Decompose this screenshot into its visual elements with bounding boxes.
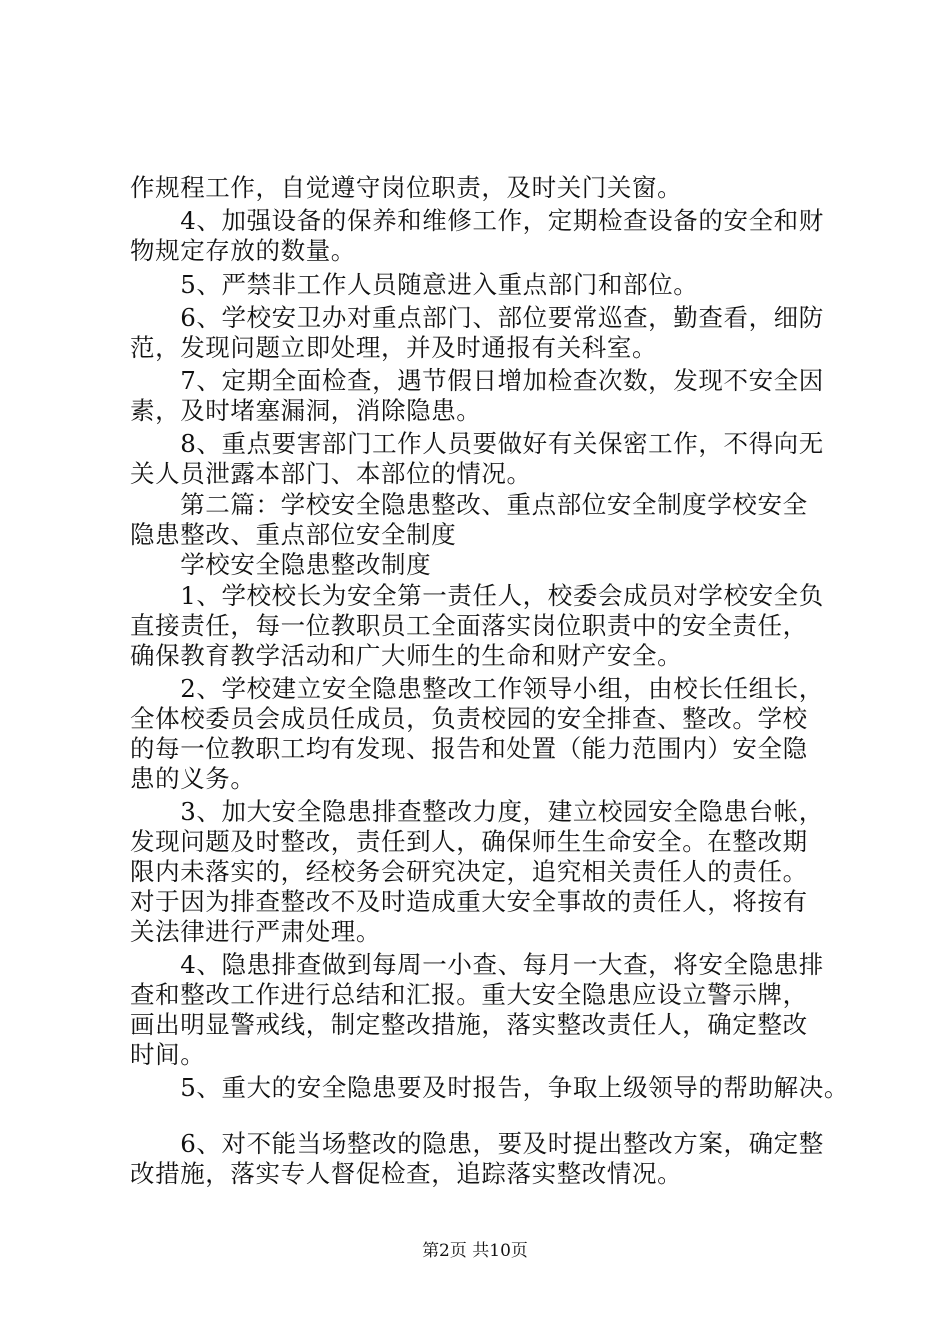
text-line: 4、加强设备的保养和维修工作，定期检查设备的安全和财 — [130, 206, 824, 235]
text-line: 作规程工作，自觉遵守岗位职责，及时关门关窗。 — [130, 173, 683, 202]
text-line: 2、学校建立安全隐患整改工作领导小组，由校长任组长， — [130, 674, 824, 703]
subsection-heading: 学校安全隐患整改制度 — [130, 550, 432, 579]
text-line: 限内未落实的，经校务会研究决定，追究相关责任人的责任。 — [130, 857, 808, 886]
text-line: 8、重点要害部门工作人员要做好有关保密工作，不得向无 — [130, 429, 824, 458]
page-number-footer: 第2页 共10页 — [422, 1241, 528, 1261]
text-line: 全体校委员会成员任成员，负责校园的安全排查、整改。学校 — [130, 704, 808, 733]
text-line: 4、隐患排查做到每周一小查、每月一大查，将安全隐患排 — [130, 950, 824, 979]
text-line: 对于因为排查整改不及时造成重大安全事故的责任人，将按有 — [130, 887, 808, 916]
text-line: 的每一位教职工均有发现、报告和处置（能力范围内）安全隐 — [130, 734, 808, 763]
text-line: 改措施，落实专人督促检查，追踪落实整改情况。 — [130, 1159, 683, 1188]
text-line: 3、加大安全隐患排查整改力度，建立校园安全隐患台帐， — [130, 797, 824, 826]
text-line: 7、定期全面检查，遇节假日增加检查次数，发现不安全因 — [130, 366, 824, 395]
text-line: 关法律进行严肃处理。 — [130, 917, 381, 946]
text-line: 1、学校校长为安全第一责任人，校委会成员对学校安全负 — [130, 581, 824, 610]
text-line: 发现问题及时整改，责任到人，确保师生生命安全。在整改期 — [130, 827, 808, 856]
text-line: 患的义务。 — [130, 764, 256, 793]
text-line: 6、对不能当场整改的隐患，要及时提出整改方案，确定整 — [130, 1129, 824, 1158]
text-line: 直接责任，每一位教职员工全面落实岗位职责中的安全责任， — [130, 611, 808, 640]
section-heading: 隐患整改、重点部位安全制度 — [130, 520, 457, 549]
text-line: 时间。 — [130, 1040, 206, 1069]
text-line: 范，发现问题立即处理，并及时通报有关科室。 — [130, 333, 658, 362]
section-heading: 第二篇：学校安全隐患整改、重点部位安全制度学校安全 — [130, 490, 808, 519]
text-line: 物规定存放的数量。 — [130, 236, 356, 265]
text-line: 6、学校安卫办对重点部门、部位要常巡查，勤查看，细防 — [130, 303, 824, 332]
text-line: 5、严禁非工作人员随意进入重点部门和部位。 — [130, 270, 699, 299]
text-line: 关人员泄露本部门、本部位的情况。 — [130, 459, 532, 488]
text-line: 查和整改工作进行总结和汇报。重大安全隐患应设立警示牌， — [130, 980, 808, 1009]
text-line: 确保教育教学活动和广大师生的生命和财产安全。 — [130, 641, 683, 670]
text-line: 5、重大的安全隐患要及时报告，争取上级领导的帮助解决。 — [130, 1073, 849, 1102]
text-line: 画出明显警戒线，制定整改措施，落实整改责任人，确定整改 — [130, 1010, 808, 1039]
text-line: 素，及时堵塞漏洞，消除隐患。 — [130, 396, 482, 425]
